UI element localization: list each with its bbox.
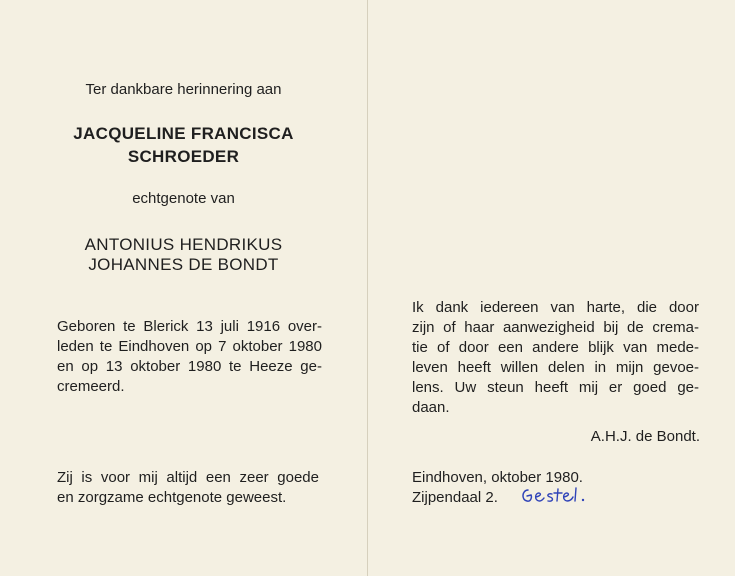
thanks-line: tie of door een andere blijk van mede- xyxy=(412,339,699,356)
tribute-line: Zij is voor mij altijd een zeer goede xyxy=(57,469,319,486)
life-details-line: Geboren te Blerick 13 juli 1916 over- xyxy=(57,318,322,335)
life-details-line: leden te Eindhoven op 7 oktober 1980 xyxy=(57,338,322,355)
spouse-name-line-2: JOHANNES DE BONDT xyxy=(88,255,279,274)
intro-text: Ter dankbare herinnering aan xyxy=(85,81,282,98)
signature-text: A.H.J. de Bondt. xyxy=(590,428,700,445)
thanks-line: zijn of haar aanwezigheid bij de crema- xyxy=(412,319,699,336)
tribute-paragraph xyxy=(57,468,319,508)
thanks-paragraph xyxy=(412,298,699,418)
spouse-name-line-1: ANTONIUS HENDRIKUS xyxy=(84,235,283,254)
thanks-line: daan. xyxy=(412,399,450,416)
handwritten-note xyxy=(518,485,588,507)
life-details-line: en op 13 oktober 1980 te Heeze ge- xyxy=(57,358,322,375)
deceased-name-line-2: SCHROEDER xyxy=(127,147,240,166)
life-details-line: cremeerd. xyxy=(57,378,125,395)
tribute-line: en zorgzame echtgenote geweest. xyxy=(57,489,287,506)
life-details-paragraph xyxy=(57,317,322,397)
deceased-name-line-1: JACQUELINE FRANCISCA xyxy=(73,124,294,143)
thanks-line: lens. Uw steun heeft mij er goed ge- xyxy=(412,379,699,396)
thanks-line: leven heeft willen delen in mijn gevoe- xyxy=(412,359,699,376)
thanks-line: Ik dank iedereen van harte, die door xyxy=(412,299,699,316)
relation-text: echtgenote van xyxy=(132,190,235,207)
place-date-text: Eindhoven, oktober 1980. xyxy=(412,469,583,486)
address-text: Zijpendaal 2. xyxy=(412,489,498,506)
left-panel xyxy=(0,0,367,576)
